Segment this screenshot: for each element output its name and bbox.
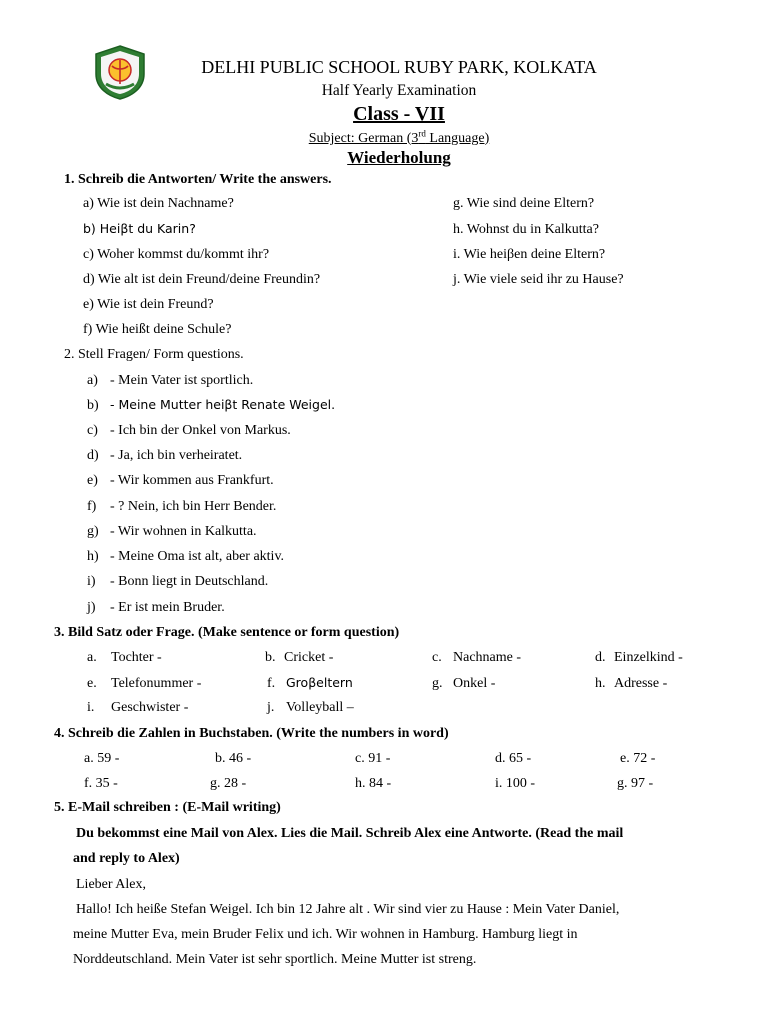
q4-item: i. 100 - [495,776,536,791]
q2-letter: h) [87,549,99,564]
q3-word: Einzelkind - [614,650,683,665]
q4-item: h. 84 - [355,776,392,791]
q5-instruction: and reply to Alex) [73,851,180,866]
q2-text: - Mein Vater ist sportlich. [110,373,254,388]
q1-item-e: e) Wie ist dein Freund? [83,297,214,312]
q2-text: - Meine Mutter heiβt Renate Weigel. [110,397,336,412]
q2-title: 2. Stell Fragen/ Form questions. [64,347,244,362]
q1-title: 1. Schreib die Antworten/ Write the answers. [64,172,332,187]
class-title: Class - VII [353,103,445,125]
topic-title: Wiederholung [347,148,451,167]
q2-letter: d) [87,448,99,463]
q2-text: - Wir wohnen in Kalkutta. [110,524,257,539]
q3-letter: b. [265,650,276,665]
q1-item-f: f) Wie heißt deine Schule? [83,322,232,337]
q5-instruction: Du bekommst eine Mail von Alex. Lies die Mail. Schreib Alex eine Antworte. (Read the mail [76,826,624,841]
q4-item: g. 97 - [617,776,654,791]
q4-item: e. 72 - [620,751,656,766]
q4-item: d. 65 - [495,751,532,766]
letter-greeting: Lieber Alex, [76,877,146,892]
q3-letter: i. [87,700,95,715]
q2-text: - Ja, ich bin verheiratet. [110,448,243,463]
q2-letter: e) [87,473,98,488]
q2-letter: b) [87,398,99,413]
letter-line: Hallo! Ich heiße Stefan Weigel. Ich bin 12 Jahre alt . Wir sind vier zu Hause : Mein Vater Daniel, [76,902,620,917]
q3-word: Adresse - [614,676,668,691]
q3-word: Onkel - [453,676,496,691]
q3-letter: c. [432,650,442,665]
q3-letter: f. [267,676,276,691]
q3-word: Cricket - [284,650,334,665]
q1-item-d: d) Wie alt ist dein Freund/deine Freundin? [83,272,321,287]
q3-letter: a. [87,650,97,665]
q1-item-c: c) Woher kommst du/kommt ihr? [83,247,270,262]
q2-letter: f) [87,499,97,514]
q3-letter: h. [595,676,606,691]
q1-item-g: g. Wie sind deine Eltern? [453,196,595,211]
q4-item: c. 91 - [355,751,391,766]
q3-word: Telefonummer - [111,676,202,691]
q3-word: Nachname - [453,650,522,665]
q4-item: a. 59 - [84,751,120,766]
q3-title: 3. Bild Satz oder Frage. (Make sentence or form question) [54,625,400,640]
q4-item: f. 35 - [84,776,118,791]
q1-item-i: i. Wie heiβen deine Eltern? [453,247,606,262]
q3-letter: d. [595,650,606,665]
q4-item: b. 46 - [215,751,252,766]
q2-text: - Wir kommen aus Frankfurt. [110,473,274,488]
q5-title: 5. E-Mail schreiben : (E-Mail writing) [54,800,281,815]
q3-word: Groβeltern [286,675,353,690]
q2-text: - Ich bin der Onkel von Markus. [110,423,291,438]
letter-line: Norddeutschland. Mein Vater ist sehr sportlich. Meine Mutter ist streng. [73,952,477,967]
q2-letter: a) [87,373,98,388]
q1-item-j: j. Wie viele seid ihr zu Hause? [453,272,624,287]
q3-letter: e. [87,676,97,691]
q2-text: - Meine Oma ist alt, aber aktiv. [110,549,285,564]
q3-word: Volleyball – [286,700,354,715]
q2-letter: i) [87,574,96,589]
subject-line [0,129,768,146]
q3-word: Tochter - [111,650,162,665]
subject-sup: rd [418,128,426,138]
q1-item-b: b) Heiβt du Karin? [83,221,196,236]
q4-title: 4. Schreib die Zahlen in Buchstaben. (Write the numbers in word) [54,726,449,741]
school-name: DELHI PUBLIC SCHOOL RUBY PARK, KOLKATA [201,57,597,77]
subject-post: Language) [425,130,490,146]
q2-letter: c) [87,423,98,438]
q2-letter: g) [87,524,99,539]
q3-letter: g. [432,676,443,691]
q3-letter: j. [267,700,275,715]
q2-letter: j) [87,600,96,615]
letter-line: meine Mutter Eva, mein Bruder Felix und ich. Wir wohnen in Hamburg. Hamburg liegt in [73,927,578,942]
q2-text: - ? Nein, ich bin Herr Bender. [110,499,277,514]
q4-item: g. 28 - [210,776,247,791]
q2-text: - Bonn liegt in Deutschland. [110,574,269,589]
q3-word: Geschwister - [111,700,189,715]
subject-pre: Subject: German (3 [308,130,419,146]
q2-text: - Er ist mein Bruder. [110,600,225,615]
q1-item-h: h. Wohnst du in Kalkutta? [453,222,599,237]
q1-item-a: a) Wie ist dein Nachname? [83,196,234,211]
exam-name: Half Yearly Examination [321,82,477,99]
